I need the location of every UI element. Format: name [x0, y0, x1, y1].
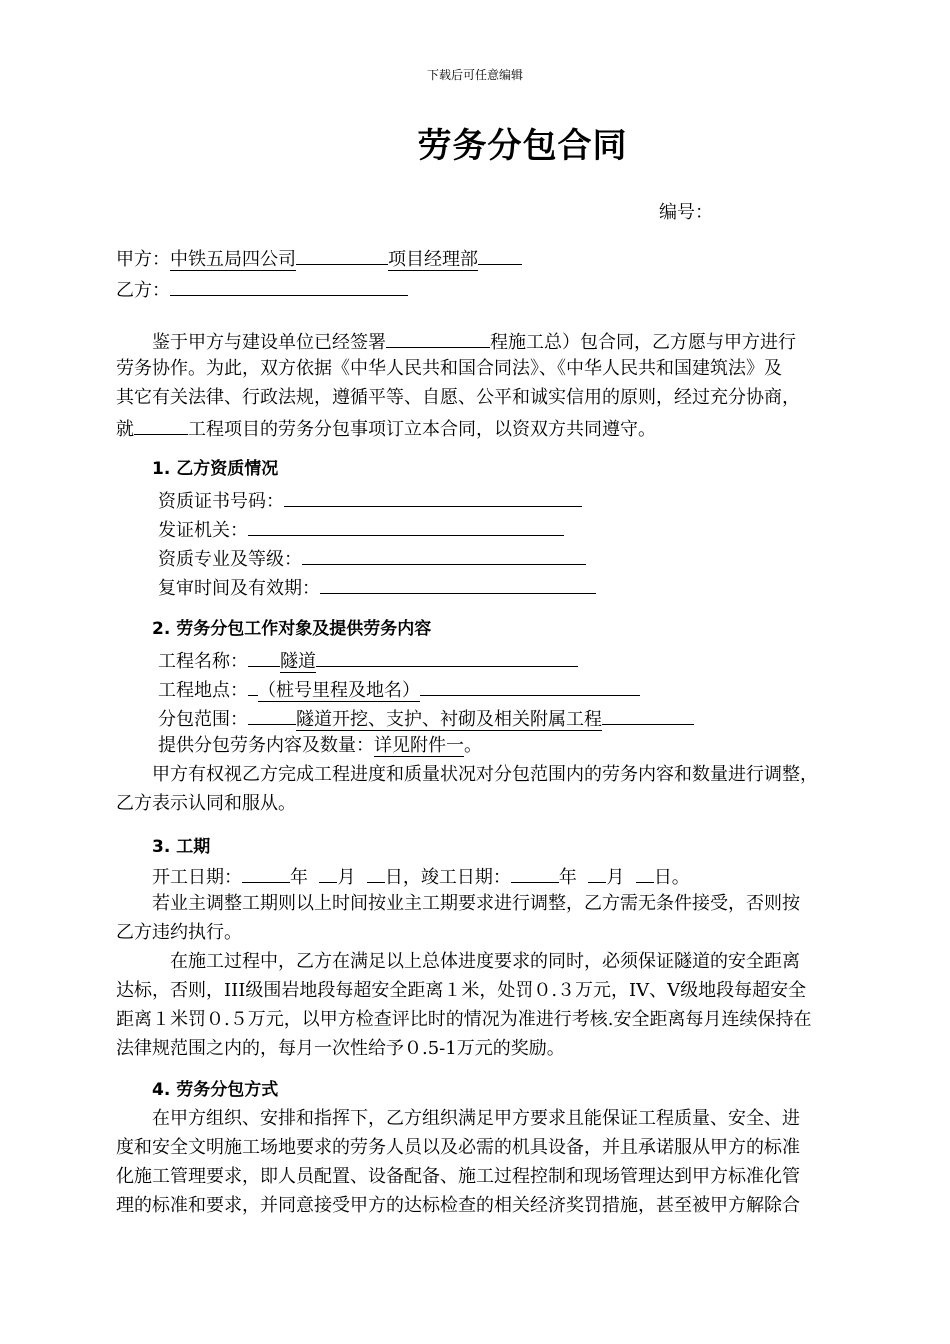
- content-field: [158, 731, 482, 760]
- scope-pad: [248, 702, 296, 725]
- project-name-blank: [134, 412, 188, 435]
- scope-tail: [602, 702, 694, 725]
- review-field: [158, 571, 596, 603]
- party-a-line: [116, 242, 522, 274]
- intro-line-4a: 就: [116, 419, 134, 440]
- intro-line-4: [116, 412, 656, 444]
- party-b-blank: [170, 273, 408, 296]
- page-header-note: 下载后可任意编辑: [426, 68, 523, 82]
- party-a-label: 甲方：: [116, 249, 170, 270]
- start-month-label: 月: [337, 867, 356, 888]
- review-blank: [320, 571, 596, 594]
- content-end: 。: [464, 735, 482, 756]
- safety-line-4: 法律规范围之内的，每月一次性给予０.5-1万元的奖励。: [116, 1038, 565, 1059]
- project-name-field: [158, 644, 578, 676]
- end-day-blank: [636, 860, 654, 883]
- party-b-line: [116, 273, 408, 305]
- end-day-label: 日。: [653, 867, 690, 888]
- party-a-dept: 项目经理部: [388, 249, 478, 270]
- project-name-value: 隧道: [280, 651, 316, 672]
- project-name-pad: [248, 644, 280, 667]
- section-4-line-2: 度和安全文明施工场地要求的劳务人员以及必需的机具设备，并且承诺服从甲方的标准: [116, 1137, 800, 1158]
- end-date-label: 竣工日期：: [420, 867, 511, 888]
- grade-field: [158, 542, 586, 574]
- section-4-heading: 4. 劳务分包方式: [152, 1080, 279, 1100]
- dates-line: [152, 860, 690, 892]
- content-label: 提供分包劳务内容及数量：: [158, 735, 374, 756]
- end-month-label: 月: [606, 867, 625, 888]
- project-site-tail: [420, 673, 640, 696]
- scope-field: [158, 702, 694, 734]
- project-site-value: （桩号里程及地名）: [258, 680, 420, 701]
- safety-line-1: 在施工过程中，乙方在满足以上总体进度要求的同时，必须保证隧道的安全距离: [170, 951, 800, 972]
- start-year-blank: [242, 860, 290, 883]
- document-title: 劳务分包合同: [417, 126, 628, 166]
- intro-line-4b: 工程项目的劳务分包事项订立本合同，以资双方共同遵守。: [188, 419, 656, 440]
- review-label: 复审时间及有效期：: [158, 578, 320, 599]
- party-a-name: 中铁五局四公司: [170, 249, 296, 270]
- start-year-label: 年: [290, 867, 308, 888]
- cert-number-field: [158, 484, 582, 516]
- cert-number-blank: [284, 484, 582, 507]
- intro-line-1a: 鉴于甲方与建设单位已经签署: [152, 332, 386, 353]
- safety-line-2: 达标，否则，III级围岩地段每超安全距离１米，处罚０.３万元，IV、V级地段每超安全: [116, 980, 807, 1001]
- serial-number-label: 编号：: [659, 202, 713, 223]
- contract-name-blank: [386, 325, 490, 348]
- end-month-blank: [588, 860, 606, 883]
- section-1-heading: 1. 乙方资质情况: [152, 459, 279, 479]
- party-a-blank: [296, 242, 388, 265]
- start-day-blank: [367, 860, 385, 883]
- intro-line-2: 劳务协作。为此，双方依据《中华人民共和国合同法》、《中华人民共和国建筑法》及: [116, 358, 782, 379]
- content-value: 详见附件一: [374, 735, 464, 756]
- end-year-label: 年: [558, 867, 577, 888]
- section-2-heading: 2. 劳务分包工作对象及提供劳务内容: [152, 619, 432, 639]
- issuer-blank: [248, 513, 564, 536]
- scope-value: 隧道开挖、支护、衬砌及相关附属工程: [296, 709, 602, 730]
- adjust-line-2: 乙方表示认同和服从。: [116, 793, 296, 814]
- project-name-tail: [316, 644, 578, 667]
- section-4-line-3: 化施工管理要求，即人员配置、设备配备、施工过程控制和现场管理达到甲方标准化管: [116, 1166, 800, 1187]
- grade-label: 资质专业及等级：: [158, 549, 302, 570]
- section-3-heading: 3. 工期: [152, 837, 211, 857]
- intro-line-3: 其它有关法律、行政法规，遵循平等、自愿、公平和诚实信用的原则，经过充分协商，: [116, 387, 800, 408]
- project-name-label: 工程名称：: [158, 651, 248, 672]
- issuer-field: [158, 513, 564, 545]
- intro-line-1b: 程施工总）包合同，乙方愿与甲方进行: [490, 332, 796, 353]
- scope-label: 分包范围：: [158, 709, 248, 730]
- start-date-label: 开工日期：: [152, 867, 242, 888]
- owner-adjust-line-1: 若业主调整工期则以上时间按业主工期要求进行调整，乙方需无条件接受，否则按: [152, 893, 800, 914]
- start-month-blank: [319, 860, 337, 883]
- project-site-field: [158, 673, 640, 705]
- grade-blank: [302, 542, 586, 565]
- party-b-label: 乙方：: [116, 280, 170, 301]
- issuer-label: 发证机关：: [158, 520, 248, 541]
- start-day-label: 日，: [384, 867, 421, 888]
- owner-adjust-line-2: 乙方违约执行。: [116, 922, 242, 943]
- intro-line-1: [152, 325, 796, 357]
- adjust-line-1: 甲方有权视乙方完成工程进度和质量状况对分包范围内的劳务内容和数量进行调整，: [152, 764, 818, 785]
- party-a-dept-blank: [478, 242, 522, 265]
- end-year-blank: [511, 860, 559, 883]
- project-site-pad: [248, 673, 258, 696]
- section-4-line-1: 在甲方组织、安排和指挥下，乙方组织满足甲方要求且能保证工程质量、安全、进: [152, 1108, 800, 1129]
- project-site-label: 工程地点：: [158, 680, 248, 701]
- section-4-line-4: 理的标准和要求，并同意接受甲方的达标检查的相关经济奖罚措施，甚至被甲方解除合: [116, 1195, 800, 1216]
- cert-number-label: 资质证书号码：: [158, 491, 284, 512]
- safety-line-3: 距离１米罚０.５万元，以甲方检查评比时的情况为准进行考核.安全距离每月连续保持在: [116, 1009, 812, 1030]
